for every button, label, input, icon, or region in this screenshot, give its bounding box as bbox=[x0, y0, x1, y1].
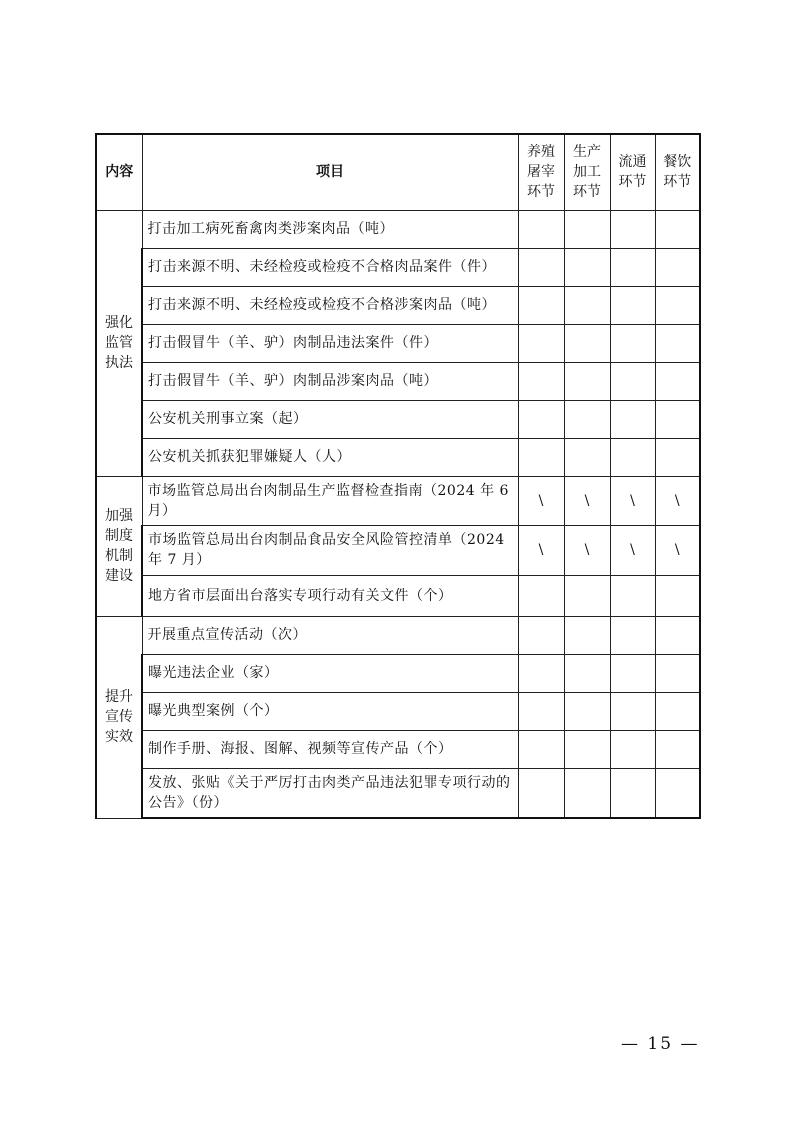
table-row bbox=[96, 616, 700, 654]
value-cell bbox=[518, 400, 564, 438]
item-label: 市场监管总局出台肉制品生产监督检查指南（2024 年 6 月） bbox=[142, 476, 518, 525]
value-cell bbox=[518, 768, 564, 818]
item-label: 打击假冒牛（羊、驴）肉制品违法案件（件） bbox=[142, 324, 518, 362]
value-cell bbox=[610, 768, 655, 818]
item-label: 打击来源不明、未经检疫或检疫不合格肉品案件（件） bbox=[142, 248, 518, 286]
value-cell bbox=[564, 768, 610, 818]
table-row bbox=[96, 730, 700, 768]
value-cell bbox=[655, 730, 700, 768]
item-label: 打击来源不明、未经检疫或检疫不合格涉案肉品（吨） bbox=[142, 286, 518, 324]
item-label: 公安机关抓获犯罪嫌疑人（人） bbox=[142, 438, 518, 476]
table-row bbox=[96, 210, 700, 248]
table-row bbox=[96, 362, 700, 400]
table-row bbox=[96, 476, 700, 525]
value-cell bbox=[655, 286, 700, 324]
header-stage-production-processing: 生产 加工 环节 bbox=[564, 134, 610, 210]
value-cell bbox=[655, 654, 700, 692]
value-cell bbox=[610, 248, 655, 286]
value-cell bbox=[610, 286, 655, 324]
value-cell bbox=[610, 692, 655, 730]
table-row bbox=[96, 692, 700, 730]
value-cell: \ bbox=[564, 525, 610, 575]
table-row bbox=[96, 324, 700, 362]
value-cell bbox=[655, 438, 700, 476]
table-row bbox=[96, 525, 700, 575]
value-cell bbox=[655, 248, 700, 286]
category-system-building: 加强 制度 机制 建设 bbox=[96, 476, 142, 616]
value-cell bbox=[564, 286, 610, 324]
value-cell: \ bbox=[610, 525, 655, 575]
header-stage-circulation: 流通 环节 bbox=[610, 134, 655, 210]
item-label: 曝光违法企业（家） bbox=[142, 654, 518, 692]
item-label: 曝光典型案例（个） bbox=[142, 692, 518, 730]
table-row bbox=[96, 654, 700, 692]
value-cell bbox=[610, 575, 655, 616]
value-cell bbox=[655, 616, 700, 654]
value-cell bbox=[518, 210, 564, 248]
header-stage-catering: 餐饮 环节 bbox=[655, 134, 700, 210]
value-cell bbox=[610, 400, 655, 438]
table-row bbox=[96, 248, 700, 286]
table-row bbox=[96, 575, 700, 616]
statistics-table bbox=[95, 133, 701, 819]
value-cell bbox=[564, 438, 610, 476]
value-cell bbox=[518, 692, 564, 730]
value-cell bbox=[564, 400, 610, 438]
value-cell bbox=[655, 768, 700, 818]
value-cell bbox=[655, 400, 700, 438]
page-number: — 15 — bbox=[621, 1034, 700, 1054]
item-label: 发放、张贴《关于严厉打击肉类产品违法犯罪专项行动的公告》（份） bbox=[142, 768, 518, 818]
header-content: 内容 bbox=[96, 134, 142, 210]
value-cell: \ bbox=[518, 525, 564, 575]
value-cell bbox=[518, 286, 564, 324]
value-cell bbox=[655, 324, 700, 362]
category-enforcement: 强化 监管 执法 bbox=[96, 210, 142, 476]
value-cell bbox=[564, 692, 610, 730]
value-cell bbox=[610, 362, 655, 400]
value-cell bbox=[610, 438, 655, 476]
value-cell: \ bbox=[518, 476, 564, 525]
value-cell: \ bbox=[655, 476, 700, 525]
value-cell bbox=[610, 616, 655, 654]
value-cell bbox=[564, 654, 610, 692]
value-cell bbox=[564, 248, 610, 286]
value-cell bbox=[518, 438, 564, 476]
header-stage-breeding-slaughter: 养殖 屠宰 环节 bbox=[518, 134, 564, 210]
value-cell bbox=[518, 654, 564, 692]
value-cell bbox=[610, 654, 655, 692]
value-cell: \ bbox=[564, 476, 610, 525]
value-cell bbox=[518, 730, 564, 768]
table-row bbox=[96, 438, 700, 476]
table-row bbox=[96, 768, 700, 818]
table-row bbox=[96, 286, 700, 324]
value-cell bbox=[564, 324, 610, 362]
item-label: 公安机关刑事立案（起） bbox=[142, 400, 518, 438]
value-cell bbox=[655, 692, 700, 730]
header-row bbox=[96, 134, 700, 210]
value-cell bbox=[518, 362, 564, 400]
value-cell bbox=[610, 324, 655, 362]
value-cell bbox=[564, 362, 610, 400]
value-cell bbox=[655, 575, 700, 616]
item-label: 地方省市层面出台落实专项行动有关文件（个） bbox=[142, 575, 518, 616]
value-cell bbox=[610, 730, 655, 768]
value-cell bbox=[564, 616, 610, 654]
value-cell bbox=[518, 324, 564, 362]
value-cell bbox=[610, 210, 655, 248]
item-label: 制作手册、海报、图解、视频等宣传产品（个） bbox=[142, 730, 518, 768]
value-cell bbox=[564, 575, 610, 616]
value-cell bbox=[655, 210, 700, 248]
value-cell: \ bbox=[610, 476, 655, 525]
value-cell bbox=[564, 730, 610, 768]
item-label: 市场监管总局出台肉制品食品安全风险管控清单（2024 年 7 月） bbox=[142, 525, 518, 575]
item-label: 开展重点宣传活动（次） bbox=[142, 616, 518, 654]
value-cell bbox=[518, 248, 564, 286]
value-cell bbox=[518, 575, 564, 616]
category-publicity: 提升 宣传 实效 bbox=[96, 616, 142, 818]
item-label: 打击加工病死畜禽肉类涉案肉品（吨） bbox=[142, 210, 518, 248]
value-cell: \ bbox=[655, 525, 700, 575]
table-row bbox=[96, 400, 700, 438]
value-cell bbox=[655, 362, 700, 400]
header-item: 项目 bbox=[142, 134, 518, 210]
item-label: 打击假冒牛（羊、驴）肉制品涉案肉品（吨） bbox=[142, 362, 518, 400]
value-cell bbox=[564, 210, 610, 248]
value-cell bbox=[518, 616, 564, 654]
